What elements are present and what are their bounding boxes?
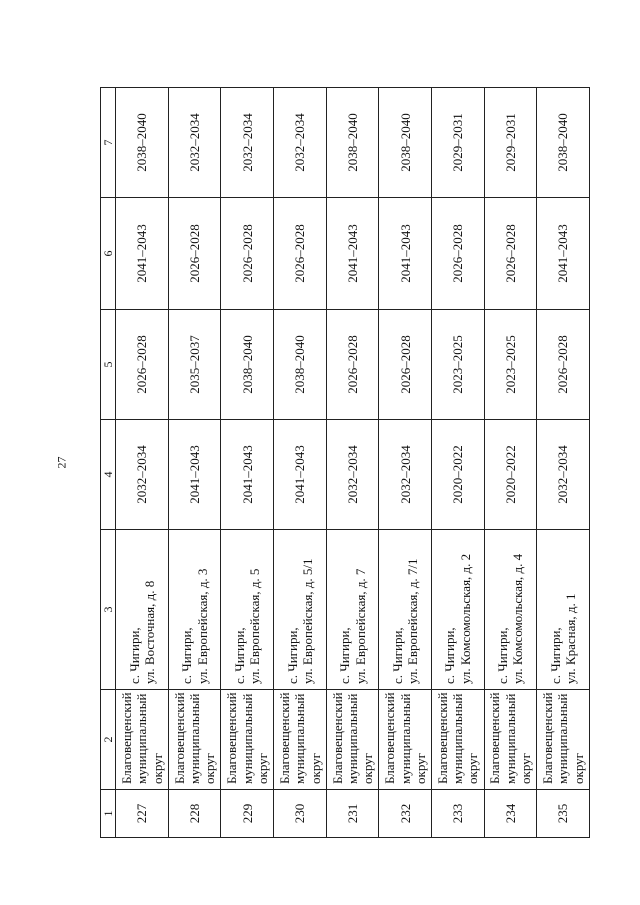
- address-line-1: с. Чигири,: [442, 627, 458, 684]
- period-col5: 2023–2025: [484, 310, 537, 420]
- period-col4: 2020–2022: [484, 420, 537, 530]
- column-header: 7: [101, 88, 116, 198]
- table-row: [537, 88, 590, 838]
- address-line-2: ул. Комсомольская, д. 4: [510, 553, 526, 684]
- address-cell: [221, 530, 274, 690]
- district-cell: Благовещенский муниципальный округ: [432, 690, 485, 790]
- table-wrapper: [100, 88, 590, 838]
- table-row: [432, 88, 485, 838]
- period-col7: 2029–2031: [432, 88, 485, 198]
- address-line-1: с. Чигири,: [389, 627, 405, 684]
- period-col4: 2032–2034: [116, 420, 169, 530]
- row-number: 229: [221, 790, 274, 838]
- address-cell: [432, 530, 485, 690]
- period-col4: 2032–2034: [379, 420, 432, 530]
- address-line-1: с. Чигири,: [337, 627, 353, 684]
- column-header: 5: [101, 310, 116, 420]
- period-col5: 2026–2028: [537, 310, 590, 420]
- table-row: [274, 88, 327, 838]
- district-cell: Благовещенский муниципальный округ: [484, 690, 537, 790]
- period-col6: 2041–2043: [379, 198, 432, 310]
- period-col5: 2026–2028: [326, 310, 379, 420]
- address-line-2: ул. Европейская, д. 7/1: [405, 558, 421, 684]
- address-cell: [484, 530, 537, 690]
- period-col6: 2041–2043: [116, 198, 169, 310]
- row-number: 235: [537, 790, 590, 838]
- column-header: 6: [101, 198, 116, 310]
- table-row: [116, 88, 169, 838]
- address-line-2: ул. Европейская, д. 7: [352, 568, 368, 684]
- address-cell: [537, 530, 590, 690]
- address-line-2: ул. Европейская, д. 5/1: [299, 558, 315, 684]
- row-number: 227: [116, 790, 169, 838]
- period-col6: 2041–2043: [537, 198, 590, 310]
- period-col6: 2041–2043: [326, 198, 379, 310]
- period-col7: 2038–2040: [326, 88, 379, 198]
- address-line-1: с. Чигири,: [126, 627, 142, 684]
- period-col7: 2038–2040: [116, 88, 169, 198]
- row-number: 232: [379, 790, 432, 838]
- table-row: [221, 88, 274, 838]
- period-col7: 2032–2034: [221, 88, 274, 198]
- period-col5: 2035–2037: [168, 310, 221, 420]
- page-number: 27: [54, 456, 69, 469]
- row-number: 231: [326, 790, 379, 838]
- row-number: 233: [432, 790, 485, 838]
- table-row: [484, 88, 537, 838]
- period-col4: 2032–2034: [326, 420, 379, 530]
- column-header: 4: [101, 420, 116, 530]
- district-cell: Благовещенский муниципальный округ: [326, 690, 379, 790]
- district-cell: Благовещенский муниципальный округ: [274, 690, 327, 790]
- period-col6: 2026–2028: [168, 198, 221, 310]
- address-line-1: с. Чигири,: [547, 627, 563, 684]
- period-col5: 2038–2040: [221, 310, 274, 420]
- period-col4: 2020–2022: [432, 420, 485, 530]
- period-col7: 2038–2040: [379, 88, 432, 198]
- address-line-2: ул. Красная, д. 1: [563, 593, 579, 684]
- period-col4: 2032–2034: [537, 420, 590, 530]
- address-cell: [274, 530, 327, 690]
- address-cell: [326, 530, 379, 690]
- address-line-2: ул. Европейская, д. 3: [194, 568, 210, 684]
- period-col7: 2032–2034: [168, 88, 221, 198]
- row-number: 228: [168, 790, 221, 838]
- district-cell: Благовещенский муниципальный округ: [379, 690, 432, 790]
- schedule-table: [100, 87, 590, 838]
- address-line-1: с. Чигири,: [495, 627, 511, 684]
- table-row: [379, 88, 432, 838]
- table-row: [326, 88, 379, 838]
- period-col5: 2023–2025: [432, 310, 485, 420]
- period-col7: 2032–2034: [274, 88, 327, 198]
- row-number: 230: [274, 790, 327, 838]
- column-header: 1: [101, 790, 116, 838]
- period-col4: 2041–2043: [168, 420, 221, 530]
- district-cell: Благовещенский муниципальный округ: [221, 690, 274, 790]
- header-row: [101, 88, 116, 838]
- address-line-1: с. Чигири,: [231, 627, 247, 684]
- period-col6: 2026–2028: [274, 198, 327, 310]
- address-line-1: с. Чигири,: [284, 627, 300, 684]
- period-col4: 2041–2043: [221, 420, 274, 530]
- period-col5: 2038–2040: [274, 310, 327, 420]
- address-line-1: с. Чигири,: [179, 627, 195, 684]
- column-header: 3: [101, 530, 116, 690]
- address-line-2: ул. Комсомольская, д. 2: [457, 553, 473, 684]
- period-col7: 2029–2031: [484, 88, 537, 198]
- column-header: 2: [101, 690, 116, 790]
- address-cell: [168, 530, 221, 690]
- table-row: [168, 88, 221, 838]
- district-cell: Благовещенский муниципальный округ: [168, 690, 221, 790]
- address-cell: [116, 530, 169, 690]
- period-col6: 2026–2028: [432, 198, 485, 310]
- address-cell: [379, 530, 432, 690]
- period-col5: 2026–2028: [379, 310, 432, 420]
- period-col6: 2026–2028: [484, 198, 537, 310]
- period-col6: 2026–2028: [221, 198, 274, 310]
- district-cell: Благовещенский муниципальный округ: [116, 690, 169, 790]
- period-col4: 2041–2043: [274, 420, 327, 530]
- address-line-2: ул. Восточная, д. 8: [141, 580, 157, 684]
- period-col7: 2038–2040: [537, 88, 590, 198]
- rotated-table-container: [100, 88, 590, 838]
- address-line-2: ул. Европейская, д. 5: [247, 568, 263, 684]
- period-col5: 2026–2028: [116, 310, 169, 420]
- row-number: 234: [484, 790, 537, 838]
- district-cell: Благовещенский муниципальный округ: [537, 690, 590, 790]
